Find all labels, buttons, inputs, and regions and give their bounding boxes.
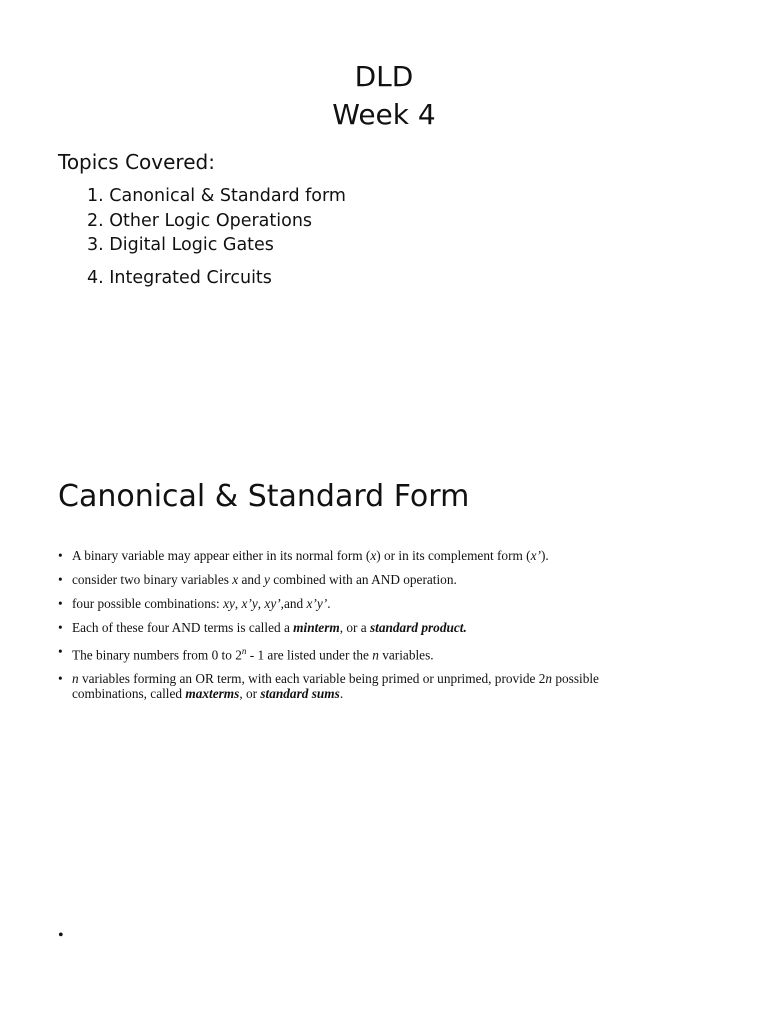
topic-item: 1. Canonical & Standard form xyxy=(87,186,346,206)
bullet-dot-icon: • xyxy=(58,644,63,659)
bullet-dot-icon: • xyxy=(58,671,63,687)
topic-item: 2. Other Logic Operations xyxy=(87,210,313,231)
bullet-list xyxy=(58,548,658,710)
bullet-dot-icon: • xyxy=(58,620,63,635)
bullet-dot-icon: • xyxy=(58,596,63,611)
bullet-dot-icon: • xyxy=(58,548,63,563)
bullet-item: • The binary numbers from 0 to 2$^n$ - 1 are listed under the n variables. xyxy=(58,644,434,663)
bullet-item: • n variables forming an OR term, with each variable being primed or unprimed, provide 2n possible combinations, called maxterms, or standard sums. xyxy=(58,671,599,702)
bullet-dot-icon: • xyxy=(58,572,63,587)
topics-heading: Topics Covered: xyxy=(58,150,215,174)
topic-item: 4. Integrated Circuits xyxy=(87,267,272,288)
title-week: Week 4 xyxy=(332,98,436,131)
topic-item: 3. Digital Logic Gates xyxy=(87,235,274,255)
title-dld: DLD xyxy=(354,60,414,93)
slide-title xyxy=(0,58,768,134)
topics-list xyxy=(87,184,346,290)
stray-bullet-icon: • xyxy=(58,927,64,944)
section-heading: Canonical & Standard Form xyxy=(58,479,470,514)
bullet-item: • consider two binary variables x and y combined with an AND operation. xyxy=(58,572,457,587)
bullet-item: • four possible combinations: xy, x’y, xy’,and x’y’. xyxy=(58,596,331,611)
bullet-item: • Each of these four AND terms is called a minterm, or a standard product. xyxy=(58,620,467,635)
bullet-item: • A binary variable may appear either in its normal form (x) or in its complement form (x’). xyxy=(58,548,549,563)
